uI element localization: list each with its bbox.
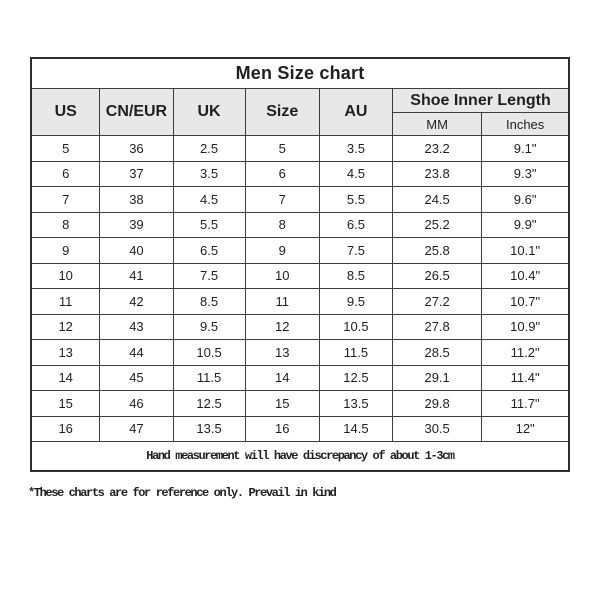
col-header-us: US (31, 89, 100, 136)
table-cell: 11 (31, 289, 100, 315)
table-cell: 14.5 (319, 416, 392, 442)
reference-note: *These charts are for reference only. Prevail in kind (28, 486, 336, 500)
table-cell: 41 (100, 263, 173, 289)
table-cell: 38 (100, 187, 173, 213)
table-cell: 6 (31, 161, 100, 187)
table-cell: 45 (100, 365, 173, 391)
table-cell: 10 (31, 263, 100, 289)
table-cell: 4.5 (319, 161, 392, 187)
table-cell: 46 (100, 391, 173, 417)
table-cell: 4.5 (173, 187, 245, 213)
table-cell: 30.5 (392, 416, 481, 442)
table-cell: 3.5 (319, 136, 392, 162)
table-cell: 29.8 (392, 391, 481, 417)
table-row (31, 187, 569, 213)
table-row (31, 416, 569, 442)
size-table-body (31, 136, 569, 442)
table-cell: 25.2 (392, 212, 481, 238)
table-cell: 25.8 (392, 238, 481, 264)
table-cell: 40 (100, 238, 173, 264)
col-header-inches: Inches (482, 113, 569, 136)
table-cell: 12.5 (173, 391, 245, 417)
table-cell: 37 (100, 161, 173, 187)
table-title: Men Size chart (31, 58, 569, 89)
table-cell: 11 (245, 289, 319, 315)
table-cell: 47 (100, 416, 173, 442)
table-cell: 27.8 (392, 314, 481, 340)
table-cell: 2.5 (173, 136, 245, 162)
table-cell: 9.5 (173, 314, 245, 340)
table-cell: 12" (482, 416, 569, 442)
table-cell: 39 (100, 212, 173, 238)
table-cell: 6.5 (173, 238, 245, 264)
table-cell: 23.2 (392, 136, 481, 162)
table-cell: 16 (31, 416, 100, 442)
table-row (31, 136, 569, 162)
table-cell: 10.1" (482, 238, 569, 264)
table-cell: 24.5 (392, 187, 481, 213)
table-cell: 11.5 (319, 340, 392, 366)
table-cell: 6 (245, 161, 319, 187)
table-cell: 42 (100, 289, 173, 315)
table-cell: 11.2" (482, 340, 569, 366)
table-cell: 16 (245, 416, 319, 442)
table-cell: 9.1" (482, 136, 569, 162)
header-row (31, 89, 569, 113)
table-cell: 27.2 (392, 289, 481, 315)
table-cell: 15 (31, 391, 100, 417)
table-cell: 23.8 (392, 161, 481, 187)
table-cell: 5 (245, 136, 319, 162)
col-header-shoe-inner-length: Shoe Inner Length (392, 89, 569, 113)
col-header-mm: MM (392, 113, 481, 136)
table-cell: 5.5 (173, 212, 245, 238)
table-cell: 26.5 (392, 263, 481, 289)
table-cell: 9.6" (482, 187, 569, 213)
footer-row (31, 442, 569, 472)
table-footer-note: Hand measurement will have discrepancy of about 1-3cm (31, 442, 569, 472)
table-row (31, 289, 569, 315)
table-cell: 7.5 (173, 263, 245, 289)
table-cell: 9 (245, 238, 319, 264)
table-cell: 44 (100, 340, 173, 366)
table-row (31, 238, 569, 264)
table-cell: 12 (245, 314, 319, 340)
table-cell: 11.7" (482, 391, 569, 417)
table-row (31, 212, 569, 238)
table-cell: 9 (31, 238, 100, 264)
table-cell: 5.5 (319, 187, 392, 213)
table-cell: 6.5 (319, 212, 392, 238)
col-header-uk: UK (173, 89, 245, 136)
table-cell: 7 (31, 187, 100, 213)
table-row (31, 340, 569, 366)
table-cell: 28.5 (392, 340, 481, 366)
table-cell: 13.5 (173, 416, 245, 442)
table-cell: 11.5 (173, 365, 245, 391)
table-cell: 10 (245, 263, 319, 289)
table-row (31, 314, 569, 340)
table-row (31, 161, 569, 187)
men-size-chart-table (30, 57, 570, 472)
table-row (31, 365, 569, 391)
title-row (31, 58, 569, 89)
table-cell: 11.4" (482, 365, 569, 391)
table-cell: 7 (245, 187, 319, 213)
table-cell: 13.5 (319, 391, 392, 417)
table-cell: 9.9" (482, 212, 569, 238)
table-cell: 7.5 (319, 238, 392, 264)
table-cell: 8 (31, 212, 100, 238)
table-cell: 9.5 (319, 289, 392, 315)
table-cell: 29.1 (392, 365, 481, 391)
table-cell: 8.5 (173, 289, 245, 315)
col-header-au: AU (319, 89, 392, 136)
table-row (31, 391, 569, 417)
table-cell: 10.7" (482, 289, 569, 315)
table-cell: 10.5 (319, 314, 392, 340)
table-cell: 14 (31, 365, 100, 391)
table-cell: 9.3" (482, 161, 569, 187)
col-header-cn-eur: CN/EUR (100, 89, 173, 136)
table-cell: 5 (31, 136, 100, 162)
table-cell: 12 (31, 314, 100, 340)
table-cell: 10.5 (173, 340, 245, 366)
table-cell: 10.4" (482, 263, 569, 289)
table-cell: 13 (245, 340, 319, 366)
table-cell: 14 (245, 365, 319, 391)
table-cell: 15 (245, 391, 319, 417)
table-row (31, 263, 569, 289)
table-cell: 10.9" (482, 314, 569, 340)
table-cell: 13 (31, 340, 100, 366)
table-cell: 36 (100, 136, 173, 162)
table-cell: 3.5 (173, 161, 245, 187)
table-cell: 12.5 (319, 365, 392, 391)
table-cell: 8.5 (319, 263, 392, 289)
table-cell: 43 (100, 314, 173, 340)
col-header-size: Size (245, 89, 319, 136)
table-cell: 8 (245, 212, 319, 238)
